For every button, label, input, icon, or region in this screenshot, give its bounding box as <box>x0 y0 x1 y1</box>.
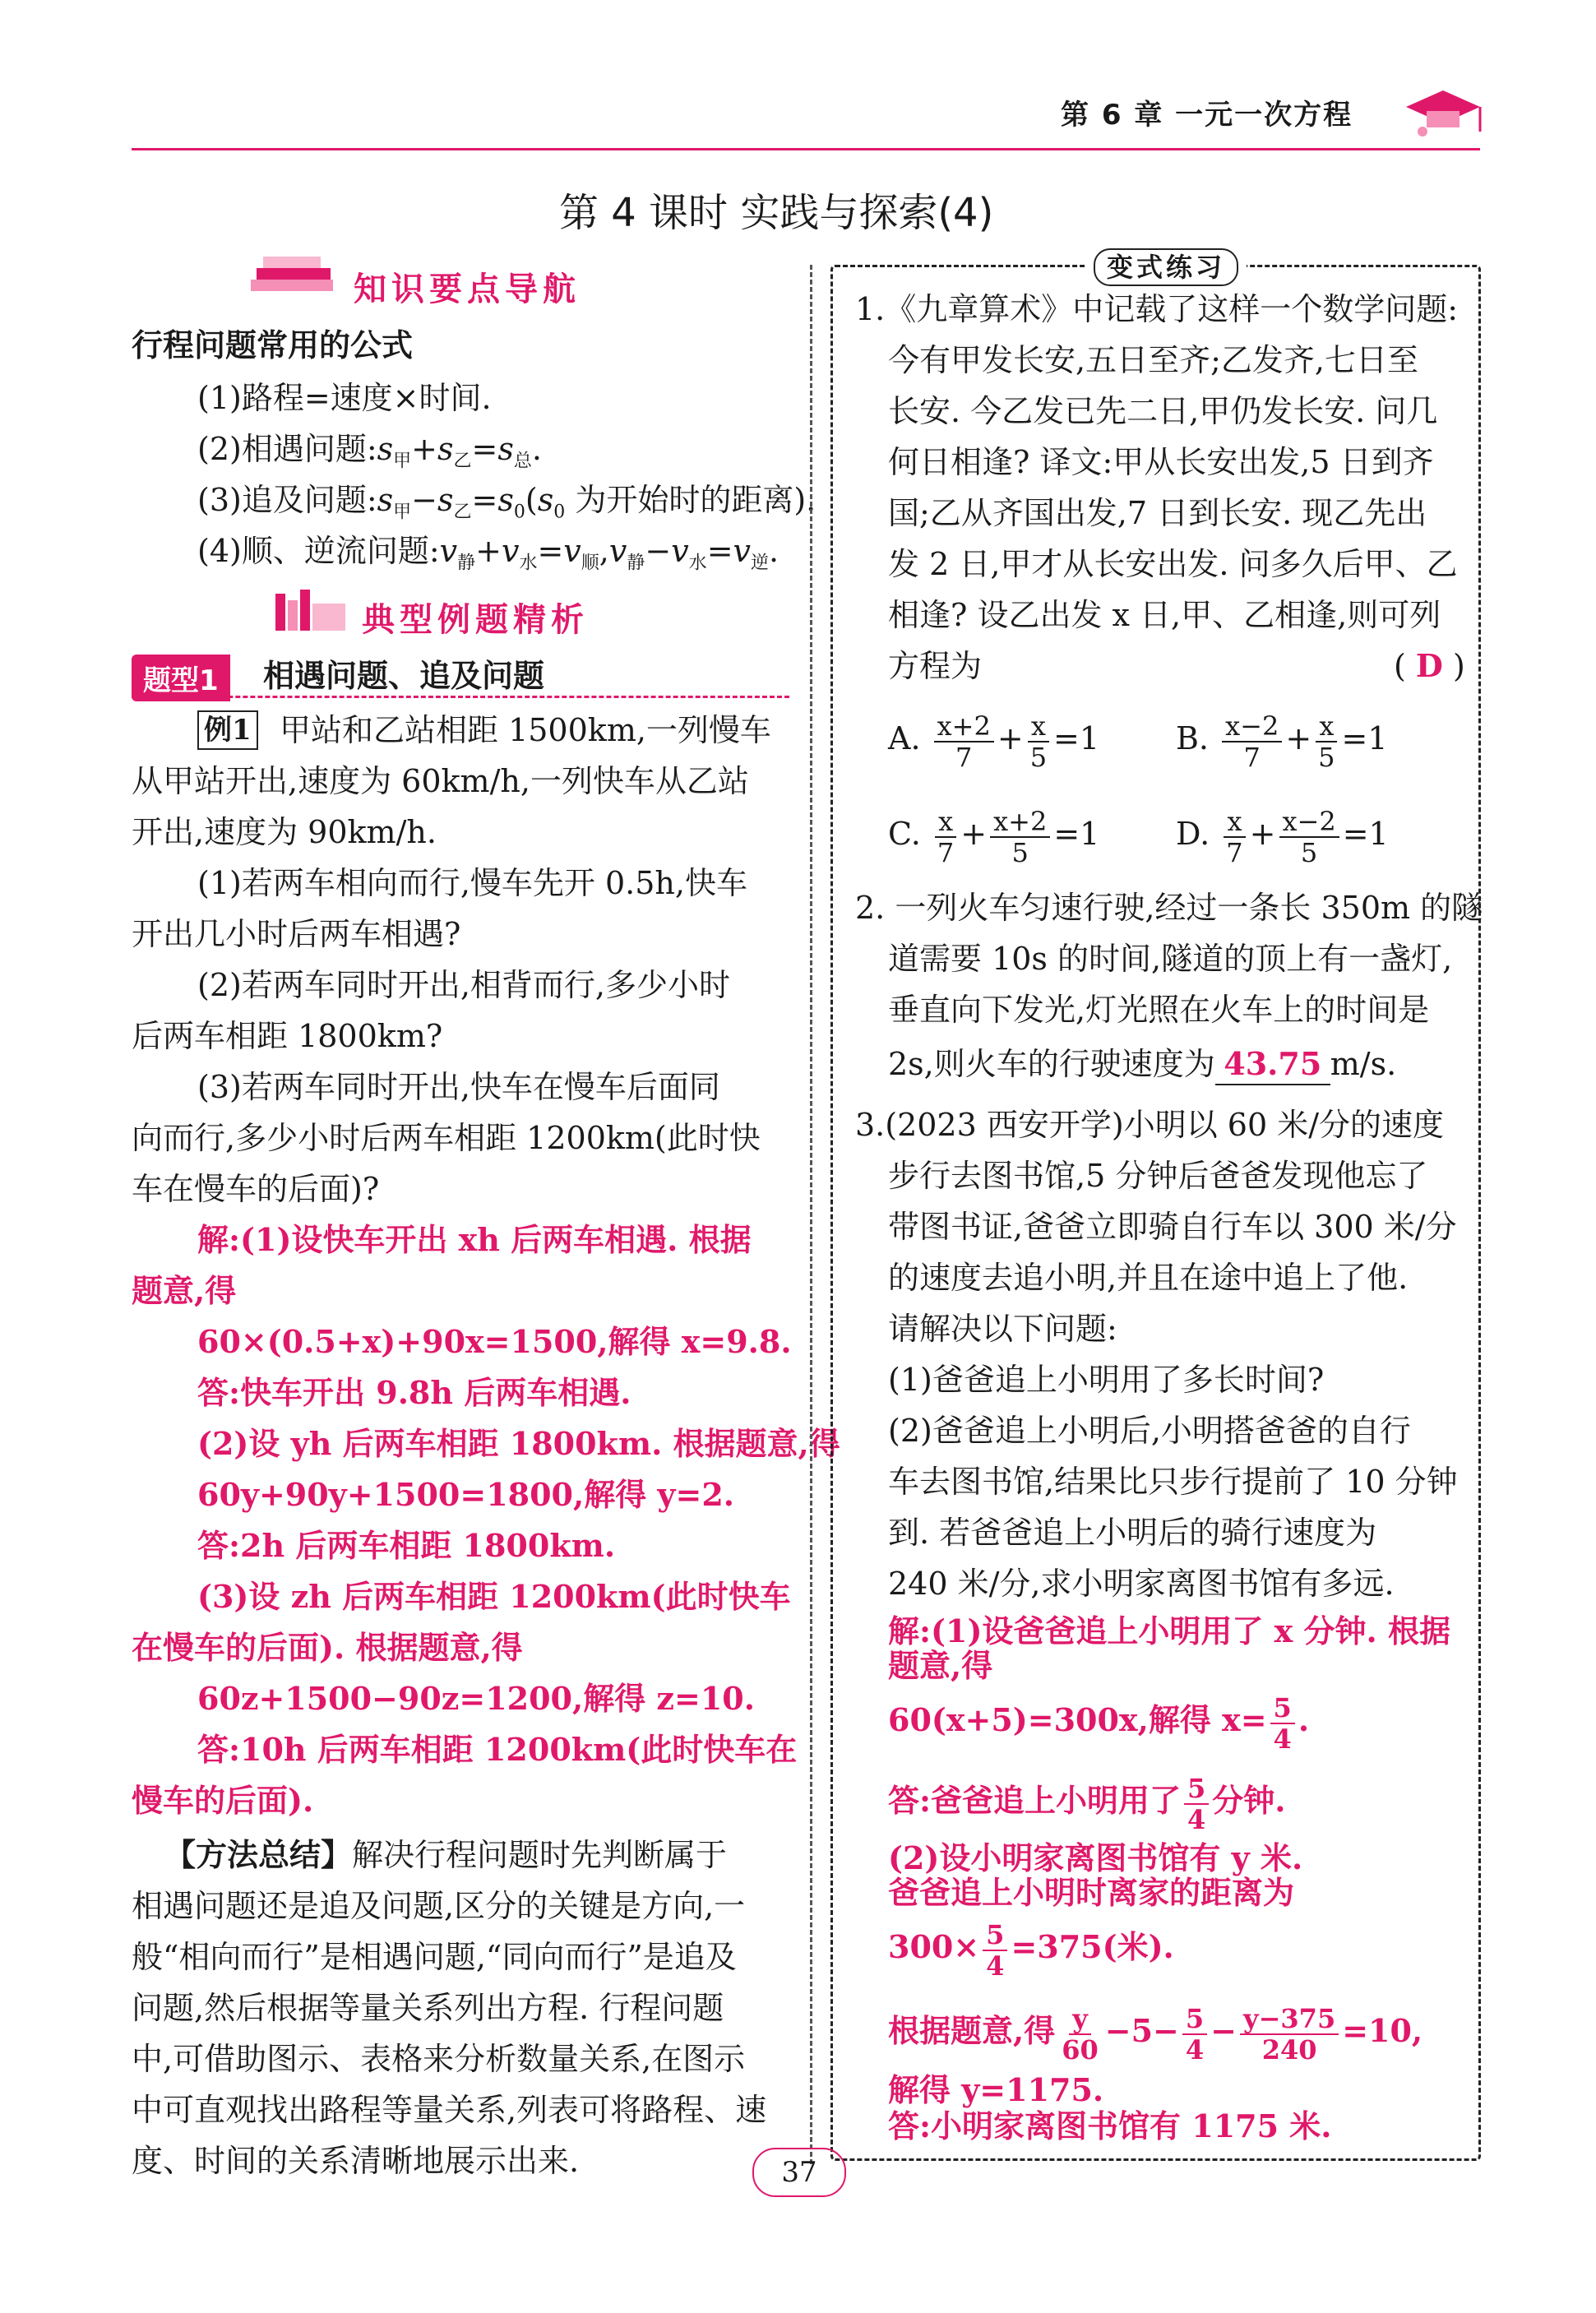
solution-line: (2)设 yh 后两车相距 1800km. 根据题意,得 <box>197 1425 840 1462</box>
q3-solution-line: 解得 y=1175. <box>888 2071 1104 2108</box>
solution-line: 60z+1500−90z=1200,解得 z=10. <box>197 1680 755 1717</box>
example-line: (1)若两车相向而行,慢车先开 0.5h,快车 <box>197 865 747 901</box>
books-icon <box>247 247 345 308</box>
q2-line: 道需要 10s 的时间,隧道的顶上有一盏灯, <box>888 941 1453 977</box>
q3-solution-line: 爸爸追上小明时离家的距离为 <box>888 1874 1295 1911</box>
q3-solution-line: 题意,得 <box>888 1647 993 1684</box>
solution-line: 60×(0.5+x)+90x=1500,解得 x=9.8. <box>197 1323 792 1360</box>
page-number: 37 <box>781 2156 817 2189</box>
practice-heading: 变式练习 <box>1085 247 1247 284</box>
column-divider <box>810 265 812 2164</box>
q1-line: 何日相逢? 译文:甲从长安出发,5 日到齐 <box>888 444 1434 480</box>
method-summary-line: 【方法总结】解决行程问题时先判断属于 <box>164 1836 728 1873</box>
q1-line: 国;乙从齐国出发,7 日到长安. 现乙先出 <box>888 495 1427 531</box>
method-summary-line: 相遇问题还是追及问题,区分的关键是方向,一 <box>132 1888 746 1924</box>
q1-answer-bracket: ( D ) <box>1394 647 1465 684</box>
q3-solution-line: 300× $\frac{5}{4}$ =375(米). <box>888 1918 1174 1982</box>
q3-solution-line: 60(x+5)=300x,解得 x= $\frac{5}{4}$ . <box>888 1691 1310 1755</box>
example-label: 例1 <box>197 710 258 750</box>
q1-answer: D <box>1415 647 1443 684</box>
q3-solution-line: 答:小明家离图书馆有 1175 米. <box>888 2107 1332 2144</box>
page-number-badge <box>752 2148 846 2197</box>
q3-solution-line: 答:爸爸追上小明用了 $\frac{5}{4}$ 分钟. <box>888 1772 1286 1835</box>
formula-1: (1)路程=速度×时间. <box>197 380 492 416</box>
solution-line: 在慢车的后面). 根据题意,得 <box>132 1629 523 1666</box>
q3-line: (2)爸爸追上小明后,小明搭爸爸的自行 <box>888 1413 1411 1449</box>
q1-line: 长安. 今乙发已先二日,甲仍发长安. 问几 <box>888 393 1438 429</box>
formula-3: (3)追及问题$:s_甲-s_乙=s_0(s_0$ 为开始时的距离). <box>197 482 817 523</box>
solution-line: 答:快车开出 9.8h 后两车相遇. <box>197 1374 631 1411</box>
q3-line: (1)爸爸追上小明用了多长时间? <box>888 1362 1325 1398</box>
graduation-cap-icon <box>1398 74 1488 151</box>
page-title: 第 4 课时 实践与探索(4) <box>559 190 994 236</box>
q1-line: 今有甲发长安,五日至齐;乙发齐,七日至 <box>888 342 1418 378</box>
solution-line: 答:2h 后两车相距 1800km. <box>197 1527 616 1564</box>
q2-line: 2. 一列火车匀速行驶,经过一条长 350m 的隧 <box>855 890 1483 926</box>
example-line: (3)若两车同时开出,快车在慢车后面同 <box>197 1069 720 1105</box>
solution-line: 解:(1)设快车开出 xh 后两车相遇. 根据 <box>197 1221 752 1258</box>
solution-line: 答:10h 后两车相距 1200km(此时快车在 <box>197 1731 798 1768</box>
q3-line: 请解决以下问题: <box>888 1311 1117 1347</box>
method-summary-line: 中,可借助图示、表格来分析数量关系,在图示 <box>132 2041 746 2077</box>
solution-line: 慢车的后面). <box>132 1782 314 1819</box>
type-underline <box>132 696 789 698</box>
example-line: 开出,速度为 90km/h. <box>132 814 437 850</box>
header-divider <box>132 148 1480 150</box>
bookshelf-icon <box>271 585 354 638</box>
q3-line: 的速度去追小明,并且在途中追上了他. <box>888 1260 1409 1296</box>
method-label: 【方法总结】 <box>164 1836 353 1873</box>
q3-line: 车去图书馆,结果比只步行提前了 10 分钟 <box>888 1464 1458 1500</box>
q3-line: 步行去图书馆,5 分钟后爸爸发现他忘了 <box>888 1158 1428 1194</box>
option-b[interactable]: B. $\frac{x-2}{7}$ + $\frac{x}{5}$ =1 <box>1176 710 1388 773</box>
type-title: 相遇问题、追及问题 <box>263 658 545 694</box>
method-summary-line: 中可直观找出路程等量关系,列表可将路程、速 <box>132 2092 767 2128</box>
q3-line: 带图书证,爸爸立即骑自行车以 300 米/分 <box>888 1209 1457 1245</box>
q3-solution-line: 根据题意,得 $\frac{y}{60}$ −5− $\frac{5}{4}$ − $\frac{y-375}{240}$ =10, <box>888 2002 1423 2066</box>
formula-subheading: 行程问题常用的公式 <box>132 327 414 363</box>
knowledge-heading: 知识要点导航 <box>354 271 581 308</box>
q1-line: 方程为 <box>888 648 983 684</box>
example-line: 向而行,多少小时后两车相距 1200km(此时快 <box>132 1120 761 1156</box>
method-summary-line: 度、时间的关系清晰地展示出来. <box>132 2143 580 2179</box>
q1-line: 1.《九章算术》中记载了这样一个数学问题: <box>855 291 1459 327</box>
q3-solution-line: 解:(1)设爸爸追上小明用了 x 分钟. 根据 <box>888 1612 1451 1649</box>
example-line: 后两车相距 1800km? <box>132 1018 443 1054</box>
q2-line: 2s,则火车的行驶速度为 43.75 m/s. <box>888 1044 1396 1085</box>
q2-line: 垂直向下发光,灯光照在火车上的时间是 <box>888 992 1430 1028</box>
chapter-header: 第 6 章 一元一次方程 <box>1061 99 1353 132</box>
q1-line: 发 2 日,甲才从长安出发. 问多久后甲、乙 <box>888 546 1458 582</box>
example-line: 甲站和乙站相距 1500km,一列慢车 <box>280 712 771 748</box>
q3-line: 到. 若爸爸追上小明后的骑行速度为 <box>888 1515 1377 1551</box>
q1-line: 相逢? 设乙出发 x 日,甲、乙相逢,则可列 <box>888 597 1441 633</box>
example-line: 从甲站开出,速度为 60km/h,一列快车从乙站 <box>132 763 749 799</box>
formula-2: (2)相遇问题$:s_甲+s_乙=s_总$. <box>197 431 543 472</box>
example-line: 车在慢车的后面)? <box>132 1171 380 1207</box>
solution-line: 题意,得 <box>132 1272 237 1309</box>
q3-line: 240 米/分,求小明家离图书馆有多远. <box>888 1566 1395 1602</box>
example-line: (2)若两车同时开出,相背而行,多少小时 <box>197 967 730 1003</box>
method-summary-line: 问题,然后根据等量关系列出方程. 行程问题 <box>132 1990 724 2026</box>
solution-line: (3)设 zh 后两车相距 1200km(此时快车 <box>197 1578 791 1615</box>
type-badge: 题型1 <box>132 655 230 701</box>
q3-solution-line: (2)设小明家离图书馆有 y 米. <box>888 1839 1303 1876</box>
examples-heading: 典型例题精析 <box>362 601 589 639</box>
example-line: 开出几小时后两车相遇? <box>132 916 461 952</box>
formula-4: (4)顺、逆流问题$:v_静+v_水=v_顺,v_静-v_水=v_逆$. <box>197 533 779 574</box>
method-summary-line: 般“相向而行”是相遇问题,“同向而行”是追及 <box>132 1939 737 1975</box>
q3-line: 3.(2023 西安开学)小明以 60 米/分的速度 <box>855 1107 1445 1143</box>
option-c[interactable]: C. $\frac{x}{7}$ + $\frac{x+2}{5}$ =1 <box>888 805 1100 868</box>
q2-answer: 43.75 <box>1215 1044 1330 1085</box>
option-a[interactable]: A. $\frac{x+2}{7}$ + $\frac{x}{5}$ =1 <box>888 710 1100 773</box>
solution-line: 60y+90y+1500=1800,解得 y=2. <box>197 1476 735 1513</box>
option-d[interactable]: D. $\frac{x}{7}$ + $\frac{x-2}{5}$ =1 <box>1176 805 1389 868</box>
